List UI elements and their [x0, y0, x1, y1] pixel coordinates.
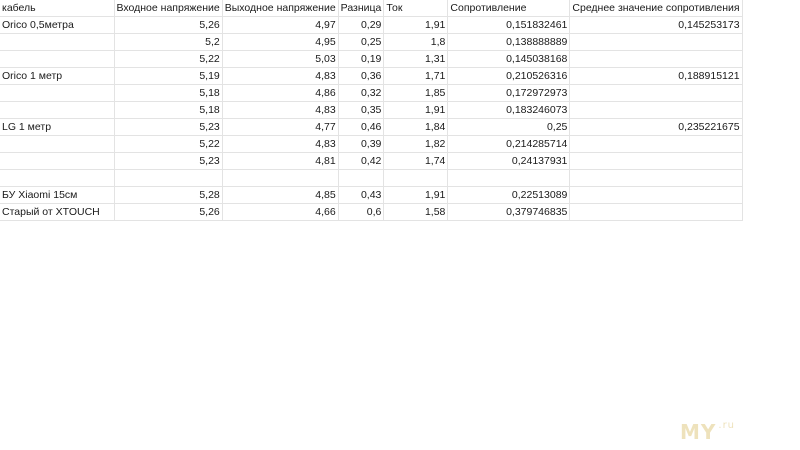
cell-difference[interactable]: 0,46	[338, 119, 384, 136]
cell-current[interactable]: 1,74	[384, 153, 448, 170]
cell-output-voltage[interactable]: 4,83	[222, 68, 338, 85]
cell-output-voltage[interactable]	[222, 170, 338, 187]
table-row	[0, 51, 742, 68]
cell-current[interactable]: 1,91	[384, 17, 448, 34]
cell-average-resistance[interactable]	[570, 85, 742, 102]
cell-input-voltage[interactable]: 5,18	[114, 102, 222, 119]
cell-output-voltage[interactable]: 4,95	[222, 34, 338, 51]
cell-cable[interactable]: LG 1 метр	[0, 119, 114, 136]
cell-output-voltage[interactable]: 4,86	[222, 85, 338, 102]
cell-current[interactable]: 1,58	[384, 204, 448, 221]
cell-average-resistance[interactable]	[570, 34, 742, 51]
cell-input-voltage[interactable]: 5,22	[114, 136, 222, 153]
table-row	[0, 102, 742, 119]
cell-average-resistance[interactable]: 0,188915121	[570, 68, 742, 85]
cell-input-voltage[interactable]: 5,26	[114, 17, 222, 34]
watermark-domain-text: .ru	[718, 420, 736, 431]
cell-cable[interactable]	[0, 34, 114, 51]
cell-cable[interactable]	[0, 85, 114, 102]
cell-average-resistance[interactable]	[570, 170, 742, 187]
table-row	[0, 170, 742, 187]
table-row	[0, 153, 742, 170]
cell-cable[interactable]	[0, 136, 114, 153]
cell-output-voltage[interactable]: 4,77	[222, 119, 338, 136]
header-cell-input-voltage[interactable]: Входное напряжение	[114, 0, 222, 17]
cell-cable[interactable]: Старый от XTOUCH	[0, 204, 114, 221]
cell-difference[interactable]: 0,6	[338, 204, 384, 221]
cell-output-voltage[interactable]: 4,85	[222, 187, 338, 204]
cell-output-voltage[interactable]: 5,03	[222, 51, 338, 68]
table-body	[0, 0, 742, 221]
header-cell-average-resistance[interactable]: Среднее значение сопротивления	[570, 0, 742, 17]
cell-resistance[interactable]: 0,24137931	[448, 153, 570, 170]
cell-current[interactable]: 1,85	[384, 85, 448, 102]
cell-current[interactable]: 1,71	[384, 68, 448, 85]
header-cell-current[interactable]: Ток	[384, 0, 448, 17]
cell-input-voltage[interactable]: 5,19	[114, 68, 222, 85]
cell-cable[interactable]	[0, 51, 114, 68]
cell-average-resistance[interactable]	[570, 51, 742, 68]
cell-input-voltage[interactable]: 5,23	[114, 119, 222, 136]
table-row	[0, 187, 742, 204]
cell-input-voltage[interactable]: 5,28	[114, 187, 222, 204]
cell-current[interactable]: 1,31	[384, 51, 448, 68]
cell-difference[interactable]: 0,39	[338, 136, 384, 153]
table-row	[0, 34, 742, 51]
table-row	[0, 136, 742, 153]
table-row	[0, 204, 742, 221]
cell-output-voltage[interactable]: 4,81	[222, 153, 338, 170]
table-row	[0, 68, 742, 85]
cell-resistance[interactable]: 0,25	[448, 119, 570, 136]
cell-resistance[interactable]	[448, 170, 570, 187]
cell-current[interactable]	[384, 170, 448, 187]
cell-average-resistance[interactable]	[570, 136, 742, 153]
cell-difference[interactable]: 0,35	[338, 102, 384, 119]
cell-resistance[interactable]: 0,379746835	[448, 204, 570, 221]
cell-cable[interactable]: Orico 1 метр	[0, 68, 114, 85]
cell-current[interactable]: 1,91	[384, 102, 448, 119]
cell-difference[interactable]: 0,36	[338, 68, 384, 85]
cell-output-voltage[interactable]: 4,97	[222, 17, 338, 34]
cell-input-voltage[interactable]: 5,18	[114, 85, 222, 102]
cell-input-voltage[interactable]: 5,22	[114, 51, 222, 68]
cell-output-voltage[interactable]: 4,83	[222, 102, 338, 119]
cell-average-resistance[interactable]	[570, 204, 742, 221]
cell-resistance[interactable]: 0,145038168	[448, 51, 570, 68]
cell-input-voltage[interactable]: 5,2	[114, 34, 222, 51]
cell-output-voltage[interactable]: 4,66	[222, 204, 338, 221]
cell-output-voltage[interactable]: 4,83	[222, 136, 338, 153]
cell-cable[interactable]: БУ Xiaomi 15см	[0, 187, 114, 204]
table-row	[0, 119, 742, 136]
cell-resistance[interactable]: 0,214285714	[448, 136, 570, 153]
cell-resistance[interactable]: 0,151832461	[448, 17, 570, 34]
cell-cable[interactable]: Orico 0,5метра	[0, 17, 114, 34]
header-cell-cable[interactable]: кабель	[0, 0, 114, 17]
cell-difference[interactable]: 0,42	[338, 153, 384, 170]
table-row	[0, 17, 742, 34]
header-cell-output-voltage[interactable]: Выходное напряжение	[222, 0, 338, 17]
cell-resistance[interactable]: 0,22513089	[448, 187, 570, 204]
header-row	[0, 0, 742, 17]
cell-average-resistance[interactable]: 0,235221675	[570, 119, 742, 136]
header-cell-resistance[interactable]: Сопротивление	[448, 0, 570, 17]
header-cell-difference[interactable]: Разница	[338, 0, 384, 17]
cell-difference[interactable]: 0,32	[338, 85, 384, 102]
cell-average-resistance[interactable]	[570, 153, 742, 170]
cell-cable[interactable]	[0, 153, 114, 170]
watermark-main-text: MY	[680, 420, 717, 444]
cell-difference[interactable]: 0,19	[338, 51, 384, 68]
cell-difference[interactable]: 0,43	[338, 187, 384, 204]
cell-average-resistance[interactable]	[570, 187, 742, 204]
data-table	[0, 0, 743, 221]
cell-input-voltage[interactable]: 5,26	[114, 204, 222, 221]
cell-average-resistance[interactable]: 0,145253173	[570, 17, 742, 34]
cell-current[interactable]: 1,91	[384, 187, 448, 204]
cell-difference[interactable]: 0,29	[338, 17, 384, 34]
table-row	[0, 85, 742, 102]
cell-average-resistance[interactable]	[570, 102, 742, 119]
cell-difference[interactable]: 0,25	[338, 34, 384, 51]
cell-input-voltage[interactable]: 5,23	[114, 153, 222, 170]
cell-input-voltage[interactable]	[114, 170, 222, 187]
cell-cable[interactable]	[0, 102, 114, 119]
cell-resistance[interactable]: 0,138888889	[448, 34, 570, 51]
cell-resistance[interactable]: 0,210526316	[448, 68, 570, 85]
cell-resistance[interactable]: 0,183246073	[448, 102, 570, 119]
cell-current[interactable]: 1,8	[384, 34, 448, 51]
site-watermark	[680, 420, 735, 444]
cell-current[interactable]: 1,82	[384, 136, 448, 153]
cell-difference[interactable]	[338, 170, 384, 187]
cell-cable[interactable]	[0, 170, 114, 187]
cell-current[interactable]: 1,84	[384, 119, 448, 136]
cell-resistance[interactable]: 0,172972973	[448, 85, 570, 102]
